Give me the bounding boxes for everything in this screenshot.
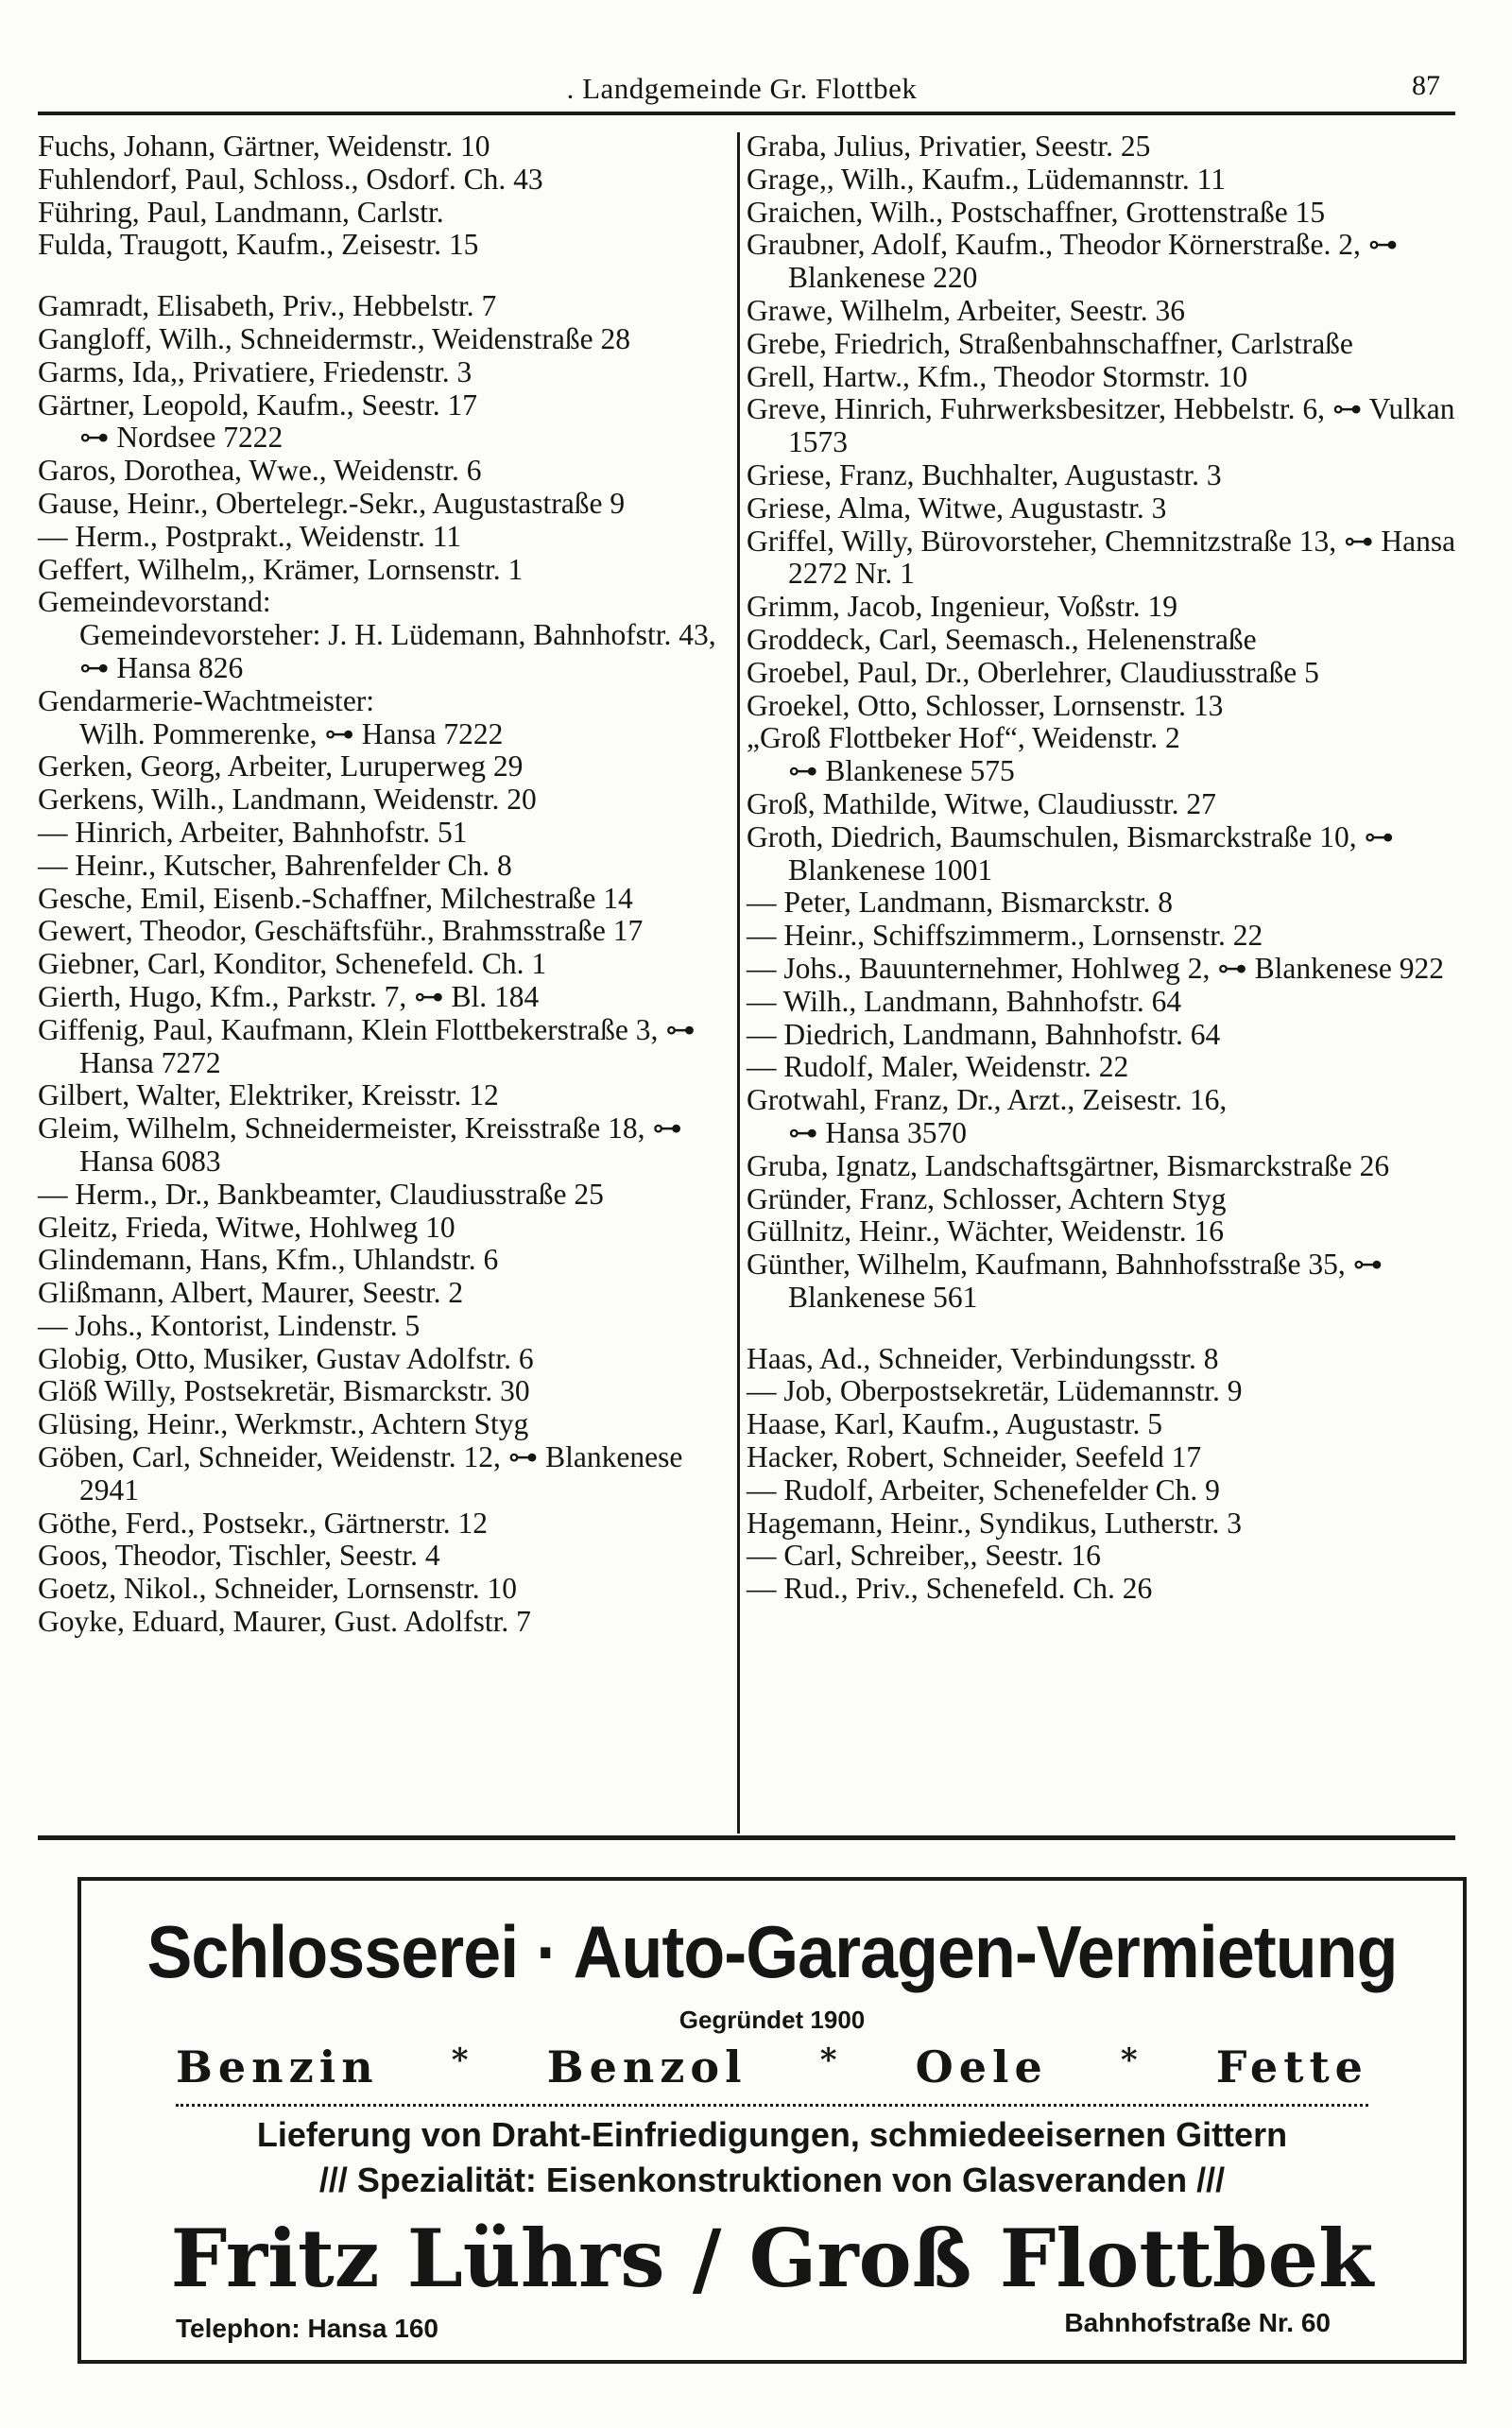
directory-entry: Gärtner, Leopold, Kaufm., Seestr. 17	[38, 387, 477, 422]
ad-product: Benzol	[546, 2041, 747, 2092]
directory-entry: Garms, Ida,, Privatiere, Friedenstr. 3	[38, 354, 472, 388]
directory-entry: Giebner, Carl, Konditor, Schenefeld. Ch. 1	[38, 947, 547, 981]
directory-entry: Glißmann, Albert, Maurer, Seestr. 2	[38, 1276, 464, 1310]
directory-entry: Gemeindevorsteher: J. H. Lüdemann, Bahnhofstr. 43, ⊶ Hansa 826	[79, 618, 716, 684]
star-icon: *	[1120, 2041, 1143, 2079]
directory-entry: Groebel, Paul, Dr., Oberlehrer, Claudiusstraße 5	[747, 655, 1319, 689]
directory-entry: — Peter, Landmann, Bismarckstr. 8	[747, 886, 1174, 920]
directory-entry: — Heinr., Schiffszimmerm., Lornsenstr. 22	[747, 919, 1263, 953]
directory-entry: Gendarmerie-Wachtmeister:	[38, 683, 375, 717]
directory-entry: — Diedrich, Landmann, Bahnhofstr. 64	[747, 1017, 1221, 1051]
directory-entry: Griese, Franz, Buchhalter, Augustastr. 3	[747, 457, 1222, 491]
directory-column-left	[38, 130, 737, 1832]
ad-founded: Gegründet 1900	[679, 2006, 866, 2034]
directory-entry: — Job, Oberpostsekretär, Lüdemannstr. 9	[747, 1374, 1243, 1408]
directory-entry: Führing, Paul, Landmann, Carlstr.	[38, 195, 444, 229]
directory-entry: Gleitz, Frieda, Witwe, Hohlweg 10	[38, 1210, 455, 1244]
directory-entry: Gerkens, Wilh., Landmann, Weidenstr. 20	[38, 783, 537, 817]
page-header	[38, 64, 1446, 113]
directory-entry: Graba, Julius, Privatier, Seestr. 25	[747, 129, 1151, 163]
directory-entry: Gemeindevorstand:	[38, 585, 271, 619]
directory-entry: Gesche, Emil, Eisenb.-Schaffner, Milchestraße 14	[38, 881, 633, 915]
directory-entry: — Heinr., Kutscher, Bahrenfelder Ch. 8	[38, 848, 512, 882]
directory-entry: „Groß Flottbeker Hof“, Weidenstr. 2	[747, 721, 1180, 755]
ad-products	[176, 2041, 1368, 2092]
directory-entry: Gerken, Georg, Arbeiter, Luruperweg 29	[38, 749, 524, 784]
directory-entry: Giffenig, Paul, Kaufmann, Klein Flottbekerstraße 3, ⊶ Hansa 7272	[38, 1012, 696, 1079]
directory-entry: Graichen, Wilh., Postschaffner, Grottenstraße 15	[747, 195, 1326, 229]
directory-entry: — Rudolf, Arbeiter, Schenefelder Ch. 9	[747, 1472, 1220, 1507]
directory-entry: — Herm., Dr., Bankbeamter, Claudiusstraße 25	[38, 1177, 604, 1211]
directory-entry: — Johs., Kontorist, Lindenstr. 5	[38, 1308, 421, 1342]
directory-entry: Fuchs, Johann, Gärtner, Weidenstr. 10	[38, 129, 490, 163]
ad-product: Oele	[915, 2041, 1048, 2092]
ad-line-1: Lieferung von Draht-Einfriedigungen, schmiedeeisernen Gittern	[256, 2115, 1288, 2154]
directory-entry: Groddeck, Carl, Seemasch., Helenenstraße	[747, 622, 1257, 656]
directory-entry: — Wilh., Landmann, Bahnhofstr. 64	[747, 984, 1182, 1018]
directory-entry: — Rud., Priv., Schenefeld. Ch. 26	[747, 1572, 1153, 1606]
directory-entry: Hacker, Robert, Schneider, Seefeld 17	[747, 1440, 1202, 1474]
ad-dotted-rule	[176, 2104, 1368, 2107]
directory-column-right	[747, 130, 1465, 1832]
page-title: . Landgemeinde Gr. Flottbek	[566, 72, 918, 105]
directory-entry: Günther, Wilhelm, Kaufmann, Bahnhofsstraße 35, ⊶ Blankenese 561	[747, 1248, 1383, 1314]
directory-entry: Groekel, Otto, Schlosser, Lornsenstr. 13	[747, 688, 1224, 722]
directory-entry: Hagemann, Heinr., Syndikus, Lutherstr. 3	[747, 1506, 1243, 1540]
directory-entry: Groth, Diedrich, Baumschulen, Bismarckstraße 10, ⊶ Blankenese 1001	[747, 819, 1394, 887]
star-icon: *	[451, 2041, 474, 2079]
directory-entry: Grage,, Wilh., Kaufm., Lüdemannstr. 11	[747, 162, 1226, 196]
ad-company: Fritz Lührs / Groß Flottbek	[170, 2212, 1374, 2305]
directory-entry: Grawe, Wilhelm, Arbeiter, Seestr. 36	[747, 293, 1186, 327]
star-icon: *	[819, 2041, 843, 2079]
directory-entry: Glindemann, Hans, Kfm., Uhlandstr. 6	[38, 1243, 499, 1277]
directory-entry: — Carl, Schreiber,, Seestr. 16	[747, 1539, 1101, 1573]
directory-entry: — Hinrich, Arbeiter, Bahnhofstr. 51	[38, 815, 468, 849]
directory-entry: Goetz, Nikol., Schneider, Lornsenstr. 10	[38, 1572, 518, 1606]
ad-headline: Schlosserei · Auto-Garagen-Vermietung	[146, 1910, 1398, 1993]
directory-entry: Fulda, Traugott, Kaufm., Zeisestr. 15	[38, 228, 479, 262]
column-divider	[737, 132, 740, 1834]
directory-entry: Goos, Theodor, Tischler, Seestr. 4	[38, 1539, 440, 1573]
section-gap	[38, 262, 737, 290]
directory-entry: Gause, Heinr., Obertelegr.-Sekr., Augustastraße 9	[38, 486, 626, 520]
directory-entry: Gründer, Franz, Schlosser, Achtern Styg	[747, 1181, 1227, 1215]
advertisement	[77, 1877, 1467, 2364]
directory-entry: Grebe, Friedrich, Straßenbahnschaffner, Carlstraße	[747, 326, 1353, 360]
directory-entry: Gierth, Hugo, Kfm., Parkstr. 7, ⊶ Bl. 184	[38, 979, 540, 1013]
directory-entry: Geffert, Wilhelm,, Krämer, Lornsenstr. 1	[38, 552, 524, 586]
header-rule	[38, 112, 1455, 115]
directory-entry: — Johs., Bauunternehmer, Hohlweg 2, ⊶ Blankenese 922	[747, 951, 1444, 985]
directory-entry: — Rudolf, Maler, Weidenstr. 22	[747, 1050, 1129, 1084]
ad-telephone: Telephon: Hansa 160	[176, 2314, 439, 2343]
directory-entry: Glöß Willy, Postsekretär, Bismarckstr. 30	[38, 1374, 530, 1408]
directory-entry: Gewert, Theodor, Geschäftsführ., Brahmsstraße 17	[38, 914, 644, 948]
directory-entry: Wilh. Pommerenke, ⊶ Hansa 7222	[79, 716, 504, 750]
directory-entry: Globig, Otto, Musiker, Gustav Adolfstr. 6	[38, 1341, 534, 1375]
directory-entry: Glüsing, Heinr., Werkmstr., Achtern Styg	[38, 1407, 529, 1441]
page-number: 87	[1412, 70, 1440, 101]
directory-entry: Haas, Ad., Schneider, Verbindungsstr. 8	[747, 1341, 1219, 1375]
directory-entry: — Herm., Postprakt., Weidenstr. 11	[38, 519, 462, 553]
directory-entry: Grimm, Jacob, Ingenieur, Voßstr. 19	[747, 590, 1178, 624]
directory-entry: Gamradt, Elisabeth, Priv., Hebbelstr. 7	[38, 289, 497, 323]
directory-entry: Grell, Hartw., Kfm., Theodor Stormstr. 10	[747, 359, 1248, 393]
footer-rule	[38, 1835, 1455, 1840]
directory-entry: Haase, Karl, Kaufm., Augustastr. 5	[747, 1407, 1163, 1441]
directory-entry: Göben, Carl, Schneider, Weidenstr. 12, ⊶ Blankenese 2941	[38, 1440, 683, 1507]
directory-entry: Garos, Dorothea, Wwe., Weidenstr. 6	[38, 454, 482, 488]
ad-product: Fette	[1215, 2041, 1368, 2092]
directory-entry: Groß, Mathilde, Witwe, Claudiusstr. 27	[747, 786, 1216, 820]
directory-entry: Grotwahl, Franz, Dr., Arzt., Zeisestr. 16,	[747, 1083, 1228, 1117]
directory-entry: Graubner, Adolf, Kaufm., Theodor Körnerstraße. 2, ⊶ Blankenese 220	[747, 228, 1399, 295]
directory-entry: Goyke, Eduard, Maurer, Gust. Adolfstr. 7	[38, 1605, 531, 1639]
directory-entry: ⊶ Nordsee 7222	[79, 421, 284, 455]
ad-address: Bahnhofstraße Nr. 60	[1064, 2308, 1331, 2337]
directory-entry: Griffel, Willy, Bürovorsteher, Chemnitzstraße 13, ⊶ Hansa 2272 Nr. 1	[747, 524, 1456, 591]
directory-entry: Fuhlendorf, Paul, Schloss., Osdorf. Ch. 43	[38, 162, 543, 196]
section-gap	[747, 1315, 1465, 1343]
ad-product: Benzin	[176, 2041, 379, 2092]
directory-entry: Greve, Hinrich, Fuhrwerksbesitzer, Hebbelstr. 6, ⊶ Vulkan 1573	[747, 392, 1455, 459]
directory-entry: ⊶ Blankenese 575	[788, 754, 1015, 788]
directory-entry: Gilbert, Walter, Elektriker, Kreisstr. 12	[38, 1078, 499, 1112]
directory-entry: ⊶ Hansa 3570	[788, 1115, 967, 1149]
directory-entry: Gangloff, Wilh., Schneidermstr., Weidenstraße 28	[38, 321, 630, 355]
directory-entry: Gruba, Ignatz, Landschaftsgärtner, Bismarckstraße 26	[747, 1148, 1390, 1182]
directory-entry: Güllnitz, Heinr., Wächter, Weidenstr. 16	[747, 1214, 1225, 1248]
ad-line-2: /// Spezialität: Eisenkonstruktionen von Glasveranden ///	[318, 2161, 1226, 2199]
directory-entry: Gleim, Wilhelm, Schneidermeister, Kreisstraße 18, ⊶ Hansa 6083	[38, 1111, 682, 1178]
directory-entry: Griese, Alma, Witwe, Augustastr. 3	[747, 491, 1167, 525]
directory-entry: Göthe, Ferd., Postsekr., Gärtnerstr. 12	[38, 1506, 488, 1540]
